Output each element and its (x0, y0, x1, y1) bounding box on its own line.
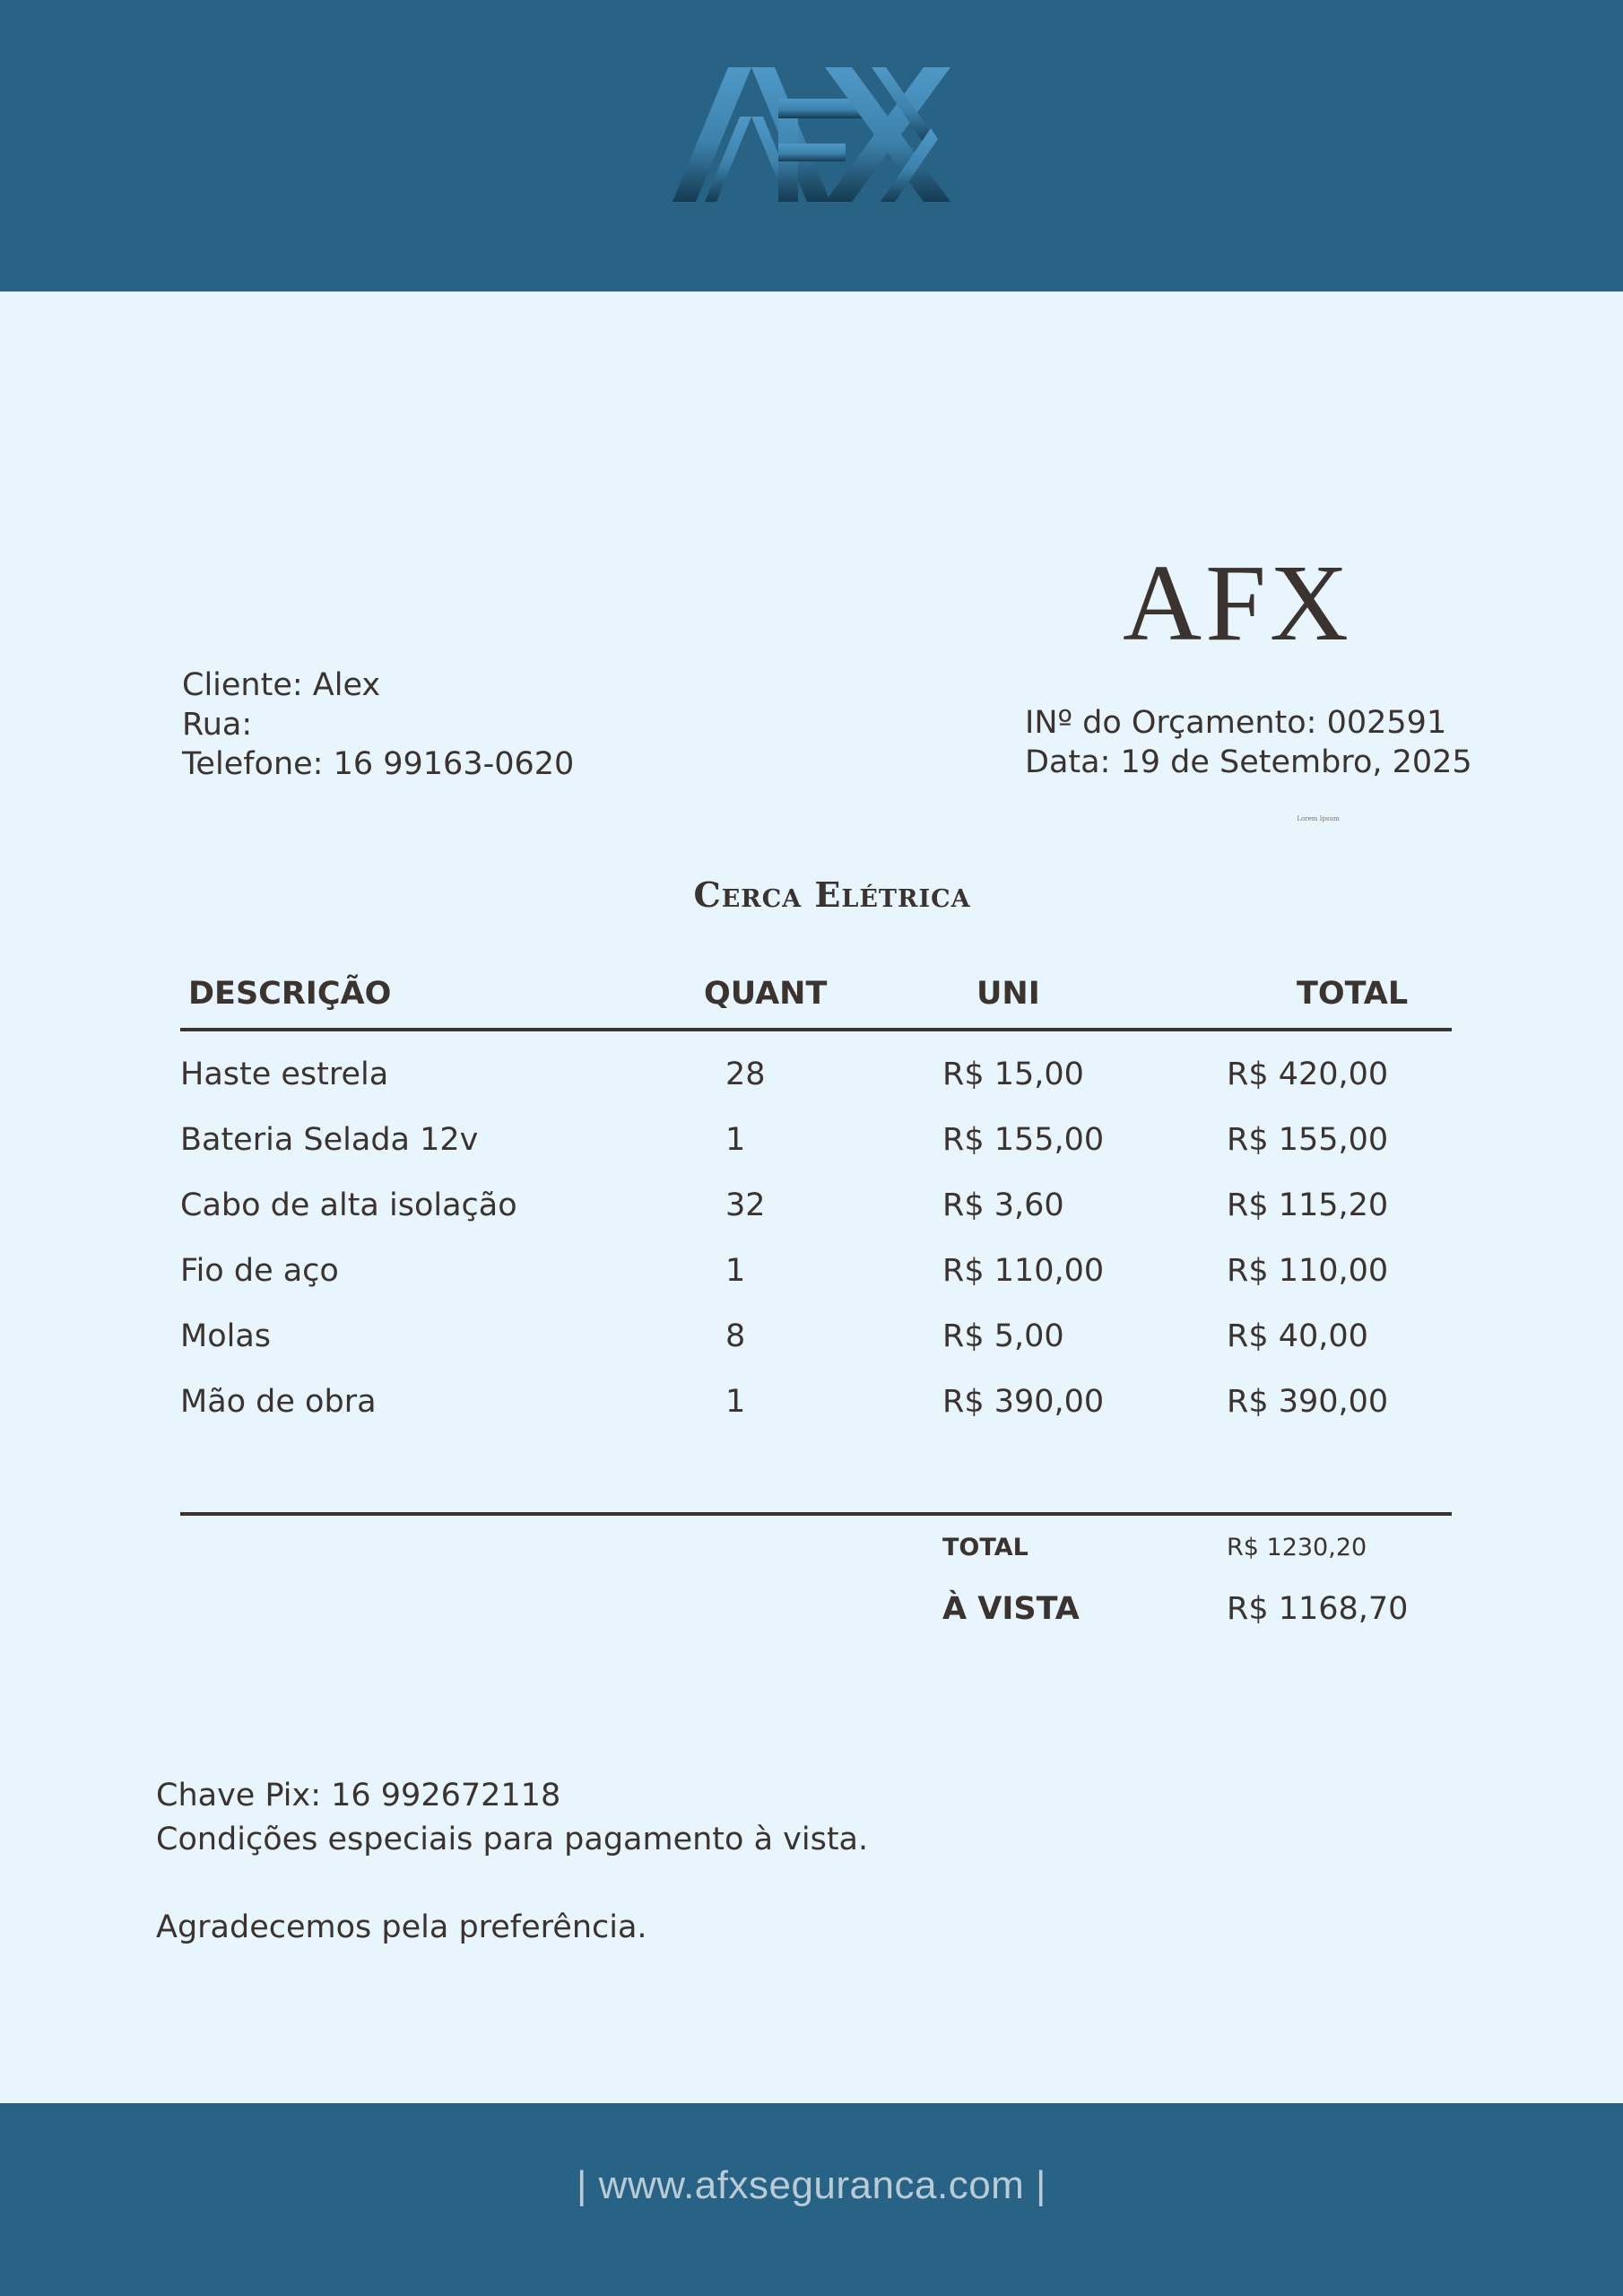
header-description: DESCRIÇÃO (188, 976, 392, 1012)
table-row (0, 1318, 1623, 1372)
summary-cash-label: À VISTA (942, 1591, 1080, 1627)
header-quantity: QUANT (704, 976, 828, 1012)
row-description: Bateria Selada 12v (180, 1122, 479, 1158)
row-quantity: 1 (725, 1122, 746, 1158)
row-unit-price: R$ 390,00 (942, 1384, 1105, 1420)
table-footer-rule (180, 1512, 1452, 1516)
table-row (0, 1057, 1623, 1110)
header-unit: UNI (976, 976, 1040, 1012)
brand-title: AFX (1122, 543, 1353, 664)
row-unit-price: R$ 155,00 (942, 1122, 1105, 1158)
table-row (0, 1122, 1623, 1176)
row-description: Fio de aço (180, 1253, 339, 1289)
row-quantity: 32 (725, 1187, 766, 1223)
row-quantity: 1 (725, 1253, 746, 1289)
afx-logo-icon (673, 63, 950, 206)
row-description: Haste estrela (180, 1057, 389, 1092)
row-total: R$ 420,00 (1227, 1057, 1389, 1092)
summary-total-label: TOTAL (942, 1534, 1028, 1561)
header-total: TOTAL (1297, 976, 1409, 1012)
row-unit-price: R$ 110,00 (942, 1253, 1105, 1289)
footer-url: | www.afxseguranca.com | (577, 2163, 1046, 2207)
row-unit-price: R$ 5,00 (942, 1318, 1064, 1354)
row-description: Cabo de alta isolação (180, 1187, 517, 1223)
table-row (0, 1187, 1623, 1241)
tiny-note: Lorem Ipsum (1297, 815, 1340, 822)
quote-info (1025, 703, 1472, 782)
quote-number: INº do Orçamento: 002591 (1025, 705, 1447, 741)
row-description: Mão de obra (180, 1384, 377, 1420)
row-unit-price: R$ 15,00 (942, 1057, 1084, 1092)
client-street: Rua: (182, 707, 253, 743)
summary-cash-value: R$ 1168,70 (1227, 1591, 1409, 1627)
payment-notes (156, 1774, 868, 1950)
client-info (182, 665, 574, 784)
row-quantity: 28 (725, 1057, 766, 1092)
row-total: R$ 110,00 (1227, 1253, 1389, 1289)
row-unit-price: R$ 3,60 (942, 1187, 1064, 1223)
section-title: Cerca Elétrica (693, 874, 971, 915)
row-total: R$ 115,20 (1227, 1187, 1389, 1223)
row-total: R$ 155,00 (1227, 1122, 1389, 1158)
row-total: R$ 390,00 (1227, 1384, 1389, 1420)
summary-total-value: R$ 1230,20 (1227, 1534, 1367, 1561)
row-quantity: 8 (725, 1318, 746, 1354)
table-header-rule (180, 1028, 1452, 1031)
quote-date: Data: 19 de Setembro, 2025 (1025, 744, 1472, 780)
payment-conditions: Condições especiais para pagamento à vista. (156, 1822, 869, 1857)
row-description: Molas (180, 1318, 272, 1354)
pix-key: Chave Pix: 16 992672118 (156, 1778, 561, 1813)
thanks-message: Agradecemos pela preferência. (156, 1909, 647, 1945)
row-total: R$ 40,00 (1227, 1318, 1368, 1354)
header-band (0, 0, 1623, 291)
table-row (0, 1384, 1623, 1438)
row-quantity: 1 (725, 1384, 746, 1420)
client-phone: Telefone: 16 99163-0620 (182, 746, 575, 782)
client-name: Cliente: Alex (182, 667, 381, 703)
table-row (0, 1253, 1623, 1307)
